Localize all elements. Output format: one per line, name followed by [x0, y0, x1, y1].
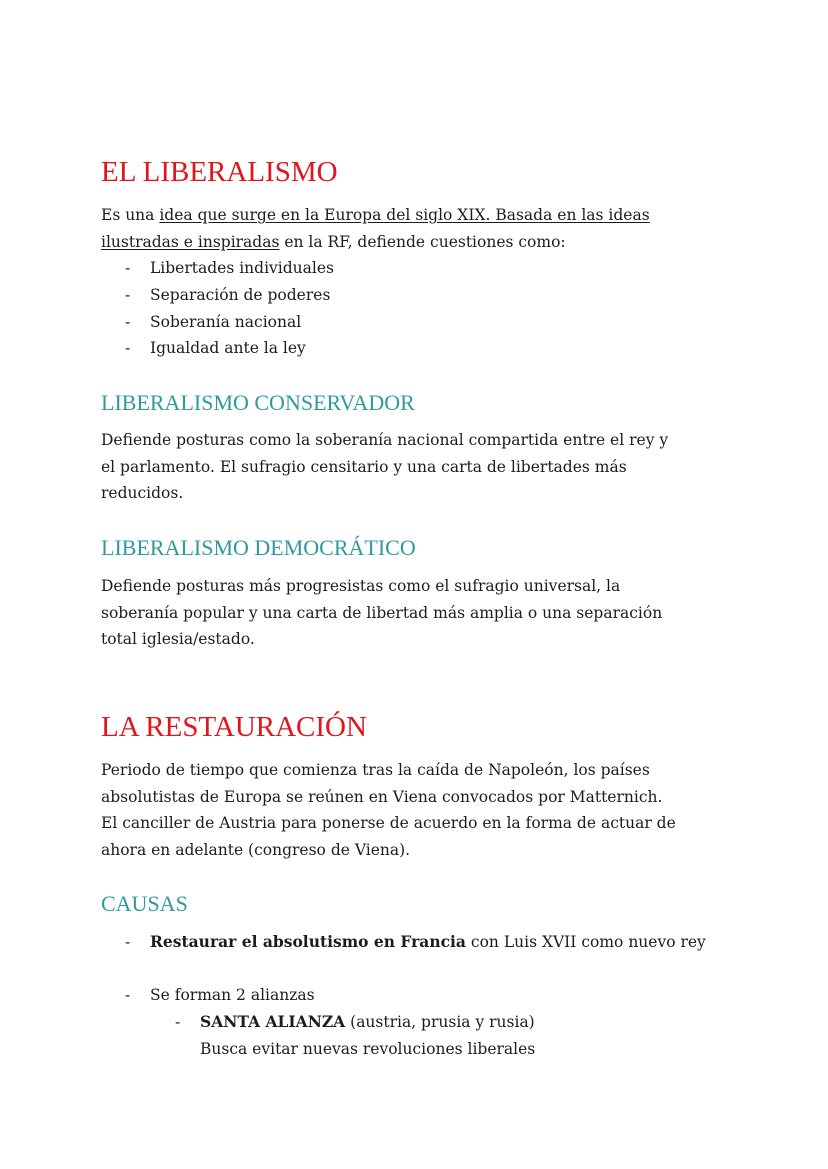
heading-liberalismo: EL LIBERALISMO: [101, 156, 338, 188]
paragraph-line: el parlamento. El sufragio censitario y una carta de libertades más: [101, 457, 627, 476]
conservador-paragraph: [101, 427, 668, 507]
paragraph-line: absolutistas de Europa se reúnen en Viena convocados por Matternich.: [101, 787, 663, 806]
paragraph-line: Periodo de tiempo que comienza tras la caída de Napoleón, los países: [101, 761, 650, 779]
liberalismo-intro: [101, 202, 650, 255]
list-item: - Igualdad ante la ley: [101, 335, 334, 362]
dash-bullet: -: [125, 933, 131, 951]
bold-text: Restaurar el absolutismo en Francia: [150, 932, 466, 951]
intro-line-1: Es una idea que surge en la Europa del siglo XIX. Basada en las ideas: [101, 206, 650, 224]
dash-bullet: -: [175, 1013, 181, 1031]
underlined-text: ilustradas e inspiradas: [101, 232, 280, 251]
underlined-text: idea que surge en la Europa del siglo XIX. Basada en las ideas: [159, 206, 650, 224]
heading-liberalismo-democratico: LIBERALISMO DEMOCRÁTICO: [101, 535, 416, 560]
santa-alianza-description: Busca evitar nuevas revoluciones liberales: [200, 1040, 536, 1058]
intro-line-2: ilustradas e inspiradas en la RF, defiende cuestiones como:: [101, 232, 566, 251]
paragraph-line: ahora en adelante (congreso de Viena).: [101, 840, 411, 859]
paragraph-line: reducidos.: [101, 484, 184, 503]
bold-text: SANTA ALIANZA: [200, 1012, 346, 1031]
heading-restauracion: LA RESTAURACIÓN: [101, 711, 367, 743]
list-item: - Separación de poderes: [101, 282, 334, 309]
heading-causas: CAUSAS: [101, 891, 188, 916]
paragraph-line: total iglesia/estado.: [101, 630, 255, 649]
paragraph-line: Defiende posturas como la soberanía nacional compartida entre el rey y: [101, 431, 669, 449]
dash-bullet: -: [125, 986, 131, 1004]
heading-liberalismo-conservador: LIBERALISMO CONSERVADOR: [101, 390, 415, 415]
liberalismo-list: [101, 255, 334, 362]
list-item: - Libertades individuales: [101, 255, 334, 282]
paragraph-line: Defiende posturas más progresistas como el sufragio universal, la: [101, 577, 621, 595]
paragraph-line: El canciller de Austria para ponerse de acuerdo en la forma de actuar de: [101, 814, 676, 833]
list-item: - Soberanía nacional: [101, 309, 334, 336]
democratico-paragraph: [101, 573, 662, 653]
paragraph-line: soberanía popular y una carta de libertad más amplia o una separación: [101, 603, 663, 622]
restauracion-paragraph: [101, 757, 676, 863]
